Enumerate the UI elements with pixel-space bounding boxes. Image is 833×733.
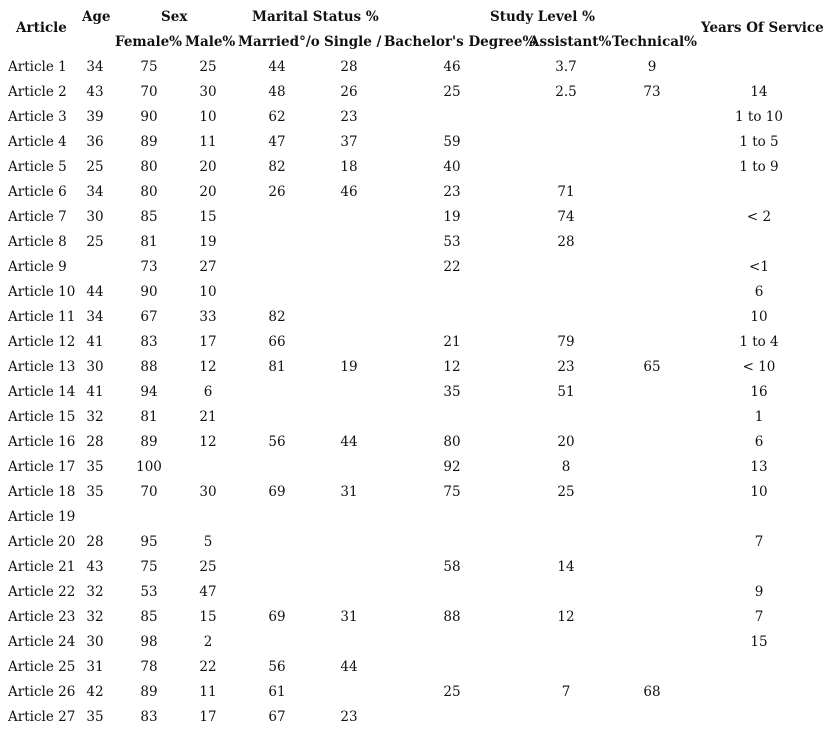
- header-age: Age: [82, 9, 111, 25]
- cell-age: 34: [86, 184, 104, 200]
- cell-age: 28: [86, 534, 104, 550]
- cell-article: Article 14: [8, 384, 76, 400]
- cell-male: 47: [199, 584, 217, 600]
- cell-assistant: 2.5: [555, 84, 577, 100]
- cell-male: 11: [199, 684, 217, 700]
- cell-bachelor: 21: [443, 334, 461, 350]
- cell-single: 28: [340, 59, 358, 75]
- cell-assistant: 3.7: [555, 59, 577, 75]
- cell-article: Article 8: [8, 234, 67, 250]
- cell-article: Article 25: [8, 659, 76, 675]
- cell-bachelor: 80: [443, 434, 461, 450]
- cell-male: 17: [199, 709, 217, 725]
- cell-article: Article 22: [8, 584, 76, 600]
- cell-article: Article 20: [8, 534, 76, 550]
- cell-male: 15: [199, 209, 217, 225]
- cell-married: 56: [268, 434, 286, 450]
- cell-age: 32: [86, 609, 104, 625]
- cell-female: 94: [140, 384, 158, 400]
- cell-married: 26: [268, 184, 286, 200]
- cell-article: Article 4: [8, 134, 67, 150]
- cell-female: 89: [140, 434, 158, 450]
- cell-bachelor: 25: [443, 84, 461, 100]
- cell-female: 80: [140, 184, 158, 200]
- cell-age: 41: [86, 384, 104, 400]
- cell-years: 6: [754, 284, 764, 300]
- cell-article: Article 18: [8, 484, 76, 500]
- header-bachelor: Bachelor's Degree%: [384, 34, 536, 50]
- cell-female: 81: [140, 409, 158, 425]
- cell-bachelor: 92: [443, 459, 461, 475]
- cell-article: Article 1: [8, 59, 67, 75]
- header-study-level: Study Level %: [490, 9, 595, 25]
- cell-married: 66: [268, 334, 286, 350]
- cell-age: 43: [86, 84, 104, 100]
- cell-years: < 10: [742, 359, 776, 375]
- cell-married: 82: [268, 159, 286, 175]
- cell-assistant: 20: [557, 434, 575, 450]
- cell-single: 23: [340, 709, 358, 725]
- cell-male: 30: [199, 484, 217, 500]
- cell-married: 44: [268, 59, 286, 75]
- cell-female: 95: [140, 534, 158, 550]
- cell-married: 69: [268, 484, 286, 500]
- cell-assistant: 7: [561, 684, 571, 700]
- cell-bachelor: 58: [443, 559, 461, 575]
- cell-age: 25: [86, 159, 104, 175]
- cell-assistant: 23: [557, 359, 575, 375]
- header-married: Married°/o: [238, 34, 320, 50]
- cell-female: 70: [140, 484, 158, 500]
- cell-years: 10: [750, 309, 768, 325]
- cell-bachelor: 88: [443, 609, 461, 625]
- cell-article: Article 16: [8, 434, 76, 450]
- cell-years: 7: [754, 609, 764, 625]
- cell-assistant: 8: [561, 459, 571, 475]
- cell-male: 12: [199, 434, 217, 450]
- cell-female: 70: [140, 84, 158, 100]
- cell-single: 19: [340, 359, 358, 375]
- cell-female: 75: [140, 59, 158, 75]
- header-marital-status: Marital Status %: [252, 9, 379, 25]
- cell-age: 36: [86, 134, 104, 150]
- cell-male: 22: [199, 659, 217, 675]
- cell-years: 14: [750, 84, 768, 100]
- cell-age: 35: [86, 709, 104, 725]
- header-article: Article: [16, 20, 67, 36]
- cell-age: 30: [86, 634, 104, 650]
- header-female: Female%: [115, 34, 183, 50]
- cell-age: 41: [86, 334, 104, 350]
- cell-female: 90: [140, 109, 158, 125]
- header-single: Single /: [324, 34, 382, 50]
- cell-married: 48: [268, 84, 286, 100]
- cell-years: 15: [750, 634, 768, 650]
- cell-female: 85: [140, 209, 158, 225]
- cell-married: 82: [268, 309, 286, 325]
- cell-years: 16: [750, 384, 768, 400]
- cell-technical: 65: [643, 359, 661, 375]
- cell-married: 67: [268, 709, 286, 725]
- cell-female: 83: [140, 334, 158, 350]
- cell-male: 27: [199, 259, 217, 275]
- cell-years: 1 to 9: [739, 159, 779, 175]
- cell-technical: 9: [647, 59, 657, 75]
- cell-years: 9: [754, 584, 764, 600]
- cell-female: 98: [140, 634, 158, 650]
- header-sex: Sex: [161, 9, 188, 25]
- cell-years: 1 to 4: [739, 334, 779, 350]
- cell-bachelor: 22: [443, 259, 461, 275]
- cell-single: 31: [340, 484, 358, 500]
- cell-article: Article 5: [8, 159, 67, 175]
- cell-female: 83: [140, 709, 158, 725]
- cell-female: 90: [140, 284, 158, 300]
- header-male: Male%: [185, 34, 236, 50]
- cell-male: 20: [199, 184, 217, 200]
- cell-article: Article 21: [8, 559, 76, 575]
- cell-bachelor: 75: [443, 484, 461, 500]
- cell-article: Article 7: [8, 209, 67, 225]
- cell-male: 11: [199, 134, 217, 150]
- cell-married: 61: [268, 684, 286, 700]
- cell-age: 42: [86, 684, 104, 700]
- cell-bachelor: 23: [443, 184, 461, 200]
- cell-single: 31: [340, 609, 358, 625]
- cell-article: Article 17: [8, 459, 76, 475]
- cell-male: 10: [199, 284, 217, 300]
- cell-assistant: 51: [557, 384, 575, 400]
- header-assistant: Assistant%: [529, 34, 612, 50]
- cell-female: 78: [140, 659, 158, 675]
- cell-age: 44: [86, 284, 104, 300]
- cell-male: 21: [199, 409, 217, 425]
- cell-article: Article 12: [8, 334, 76, 350]
- cell-article: Article 11: [8, 309, 76, 325]
- cell-male: 10: [199, 109, 217, 125]
- cell-years: 7: [754, 534, 764, 550]
- cell-assistant: 74: [557, 209, 575, 225]
- cell-male: 33: [199, 309, 217, 325]
- cell-married: 47: [268, 134, 286, 150]
- cell-bachelor: 25: [443, 684, 461, 700]
- cell-article: Article 6: [8, 184, 67, 200]
- cell-article: Article 2: [8, 84, 67, 100]
- cell-article: Article 23: [8, 609, 76, 625]
- header-years-of-service: Years Of Service: [701, 20, 824, 36]
- cell-age: 39: [86, 109, 104, 125]
- cell-male: 2: [203, 634, 213, 650]
- cell-assistant: 25: [557, 484, 575, 500]
- cell-female: 67: [140, 309, 158, 325]
- cell-married: 56: [268, 659, 286, 675]
- cell-article: Article 27: [8, 709, 76, 725]
- cell-years: 1: [754, 409, 764, 425]
- cell-age: 43: [86, 559, 104, 575]
- cell-female: 88: [140, 359, 158, 375]
- cell-female: 89: [140, 134, 158, 150]
- cell-male: 15: [199, 609, 217, 625]
- cell-single: 18: [340, 159, 358, 175]
- cell-female: 75: [140, 559, 158, 575]
- cell-article: Article 10: [8, 284, 76, 300]
- cell-bachelor: 12: [443, 359, 461, 375]
- cell-assistant: 71: [557, 184, 575, 200]
- cell-age: 35: [86, 459, 104, 475]
- cell-article: Article 24: [8, 634, 76, 650]
- cell-married: 62: [268, 109, 286, 125]
- cell-assistant: 14: [557, 559, 575, 575]
- cell-age: 30: [86, 209, 104, 225]
- cell-married: 69: [268, 609, 286, 625]
- cell-female: 73: [140, 259, 158, 275]
- cell-article: Article 3: [8, 109, 67, 125]
- cell-article: Article 9: [8, 259, 67, 275]
- cell-bachelor: 46: [443, 59, 461, 75]
- cell-age: 34: [86, 309, 104, 325]
- cell-bachelor: 35: [443, 384, 461, 400]
- cell-single: 37: [340, 134, 358, 150]
- cell-age: 35: [86, 484, 104, 500]
- cell-years: 6: [754, 434, 764, 450]
- cell-age: 30: [86, 359, 104, 375]
- cell-single: 23: [340, 109, 358, 125]
- cell-single: 46: [340, 184, 358, 200]
- cell-bachelor: 59: [443, 134, 461, 150]
- cell-assistant: 28: [557, 234, 575, 250]
- cell-technical: 73: [643, 84, 661, 100]
- cell-male: 25: [199, 59, 217, 75]
- cell-male: 25: [199, 559, 217, 575]
- cell-age: 28: [86, 434, 104, 450]
- cell-age: 32: [86, 584, 104, 600]
- cell-male: 17: [199, 334, 217, 350]
- cell-female: 100: [136, 459, 162, 475]
- cell-male: 12: [199, 359, 217, 375]
- cell-male: 20: [199, 159, 217, 175]
- cell-technical: 68: [643, 684, 661, 700]
- cell-single: 26: [340, 84, 358, 100]
- cell-article: Article 15: [8, 409, 76, 425]
- cell-years: < 2: [746, 209, 772, 225]
- cell-male: 5: [203, 534, 213, 550]
- cell-bachelor: 53: [443, 234, 461, 250]
- cell-years: 10: [750, 484, 768, 500]
- cell-article: Article 19: [8, 509, 76, 525]
- cell-male: 30: [199, 84, 217, 100]
- cell-assistant: 12: [557, 609, 575, 625]
- cell-male: 6: [203, 384, 213, 400]
- cell-female: 53: [140, 584, 158, 600]
- cell-female: 80: [140, 159, 158, 175]
- cell-female: 81: [140, 234, 158, 250]
- cell-age: 25: [86, 234, 104, 250]
- cell-female: 89: [140, 684, 158, 700]
- cell-age: 32: [86, 409, 104, 425]
- cell-years: 1 to 5: [739, 134, 779, 150]
- cell-article: Article 13: [8, 359, 76, 375]
- cell-bachelor: 40: [443, 159, 461, 175]
- cell-age: 31: [86, 659, 104, 675]
- cell-assistant: 79: [557, 334, 575, 350]
- cell-article: Article 26: [8, 684, 76, 700]
- cell-bachelor: 19: [443, 209, 461, 225]
- cell-male: 19: [199, 234, 217, 250]
- cell-years: 1 to 10: [735, 109, 783, 125]
- cell-single: 44: [340, 434, 358, 450]
- cell-single: 44: [340, 659, 358, 675]
- cell-years: <1: [749, 259, 769, 275]
- cell-years: 13: [750, 459, 768, 475]
- cell-age: 34: [86, 59, 104, 75]
- cell-married: 81: [268, 359, 286, 375]
- header-technical: Technical%: [612, 34, 697, 50]
- cell-female: 85: [140, 609, 158, 625]
